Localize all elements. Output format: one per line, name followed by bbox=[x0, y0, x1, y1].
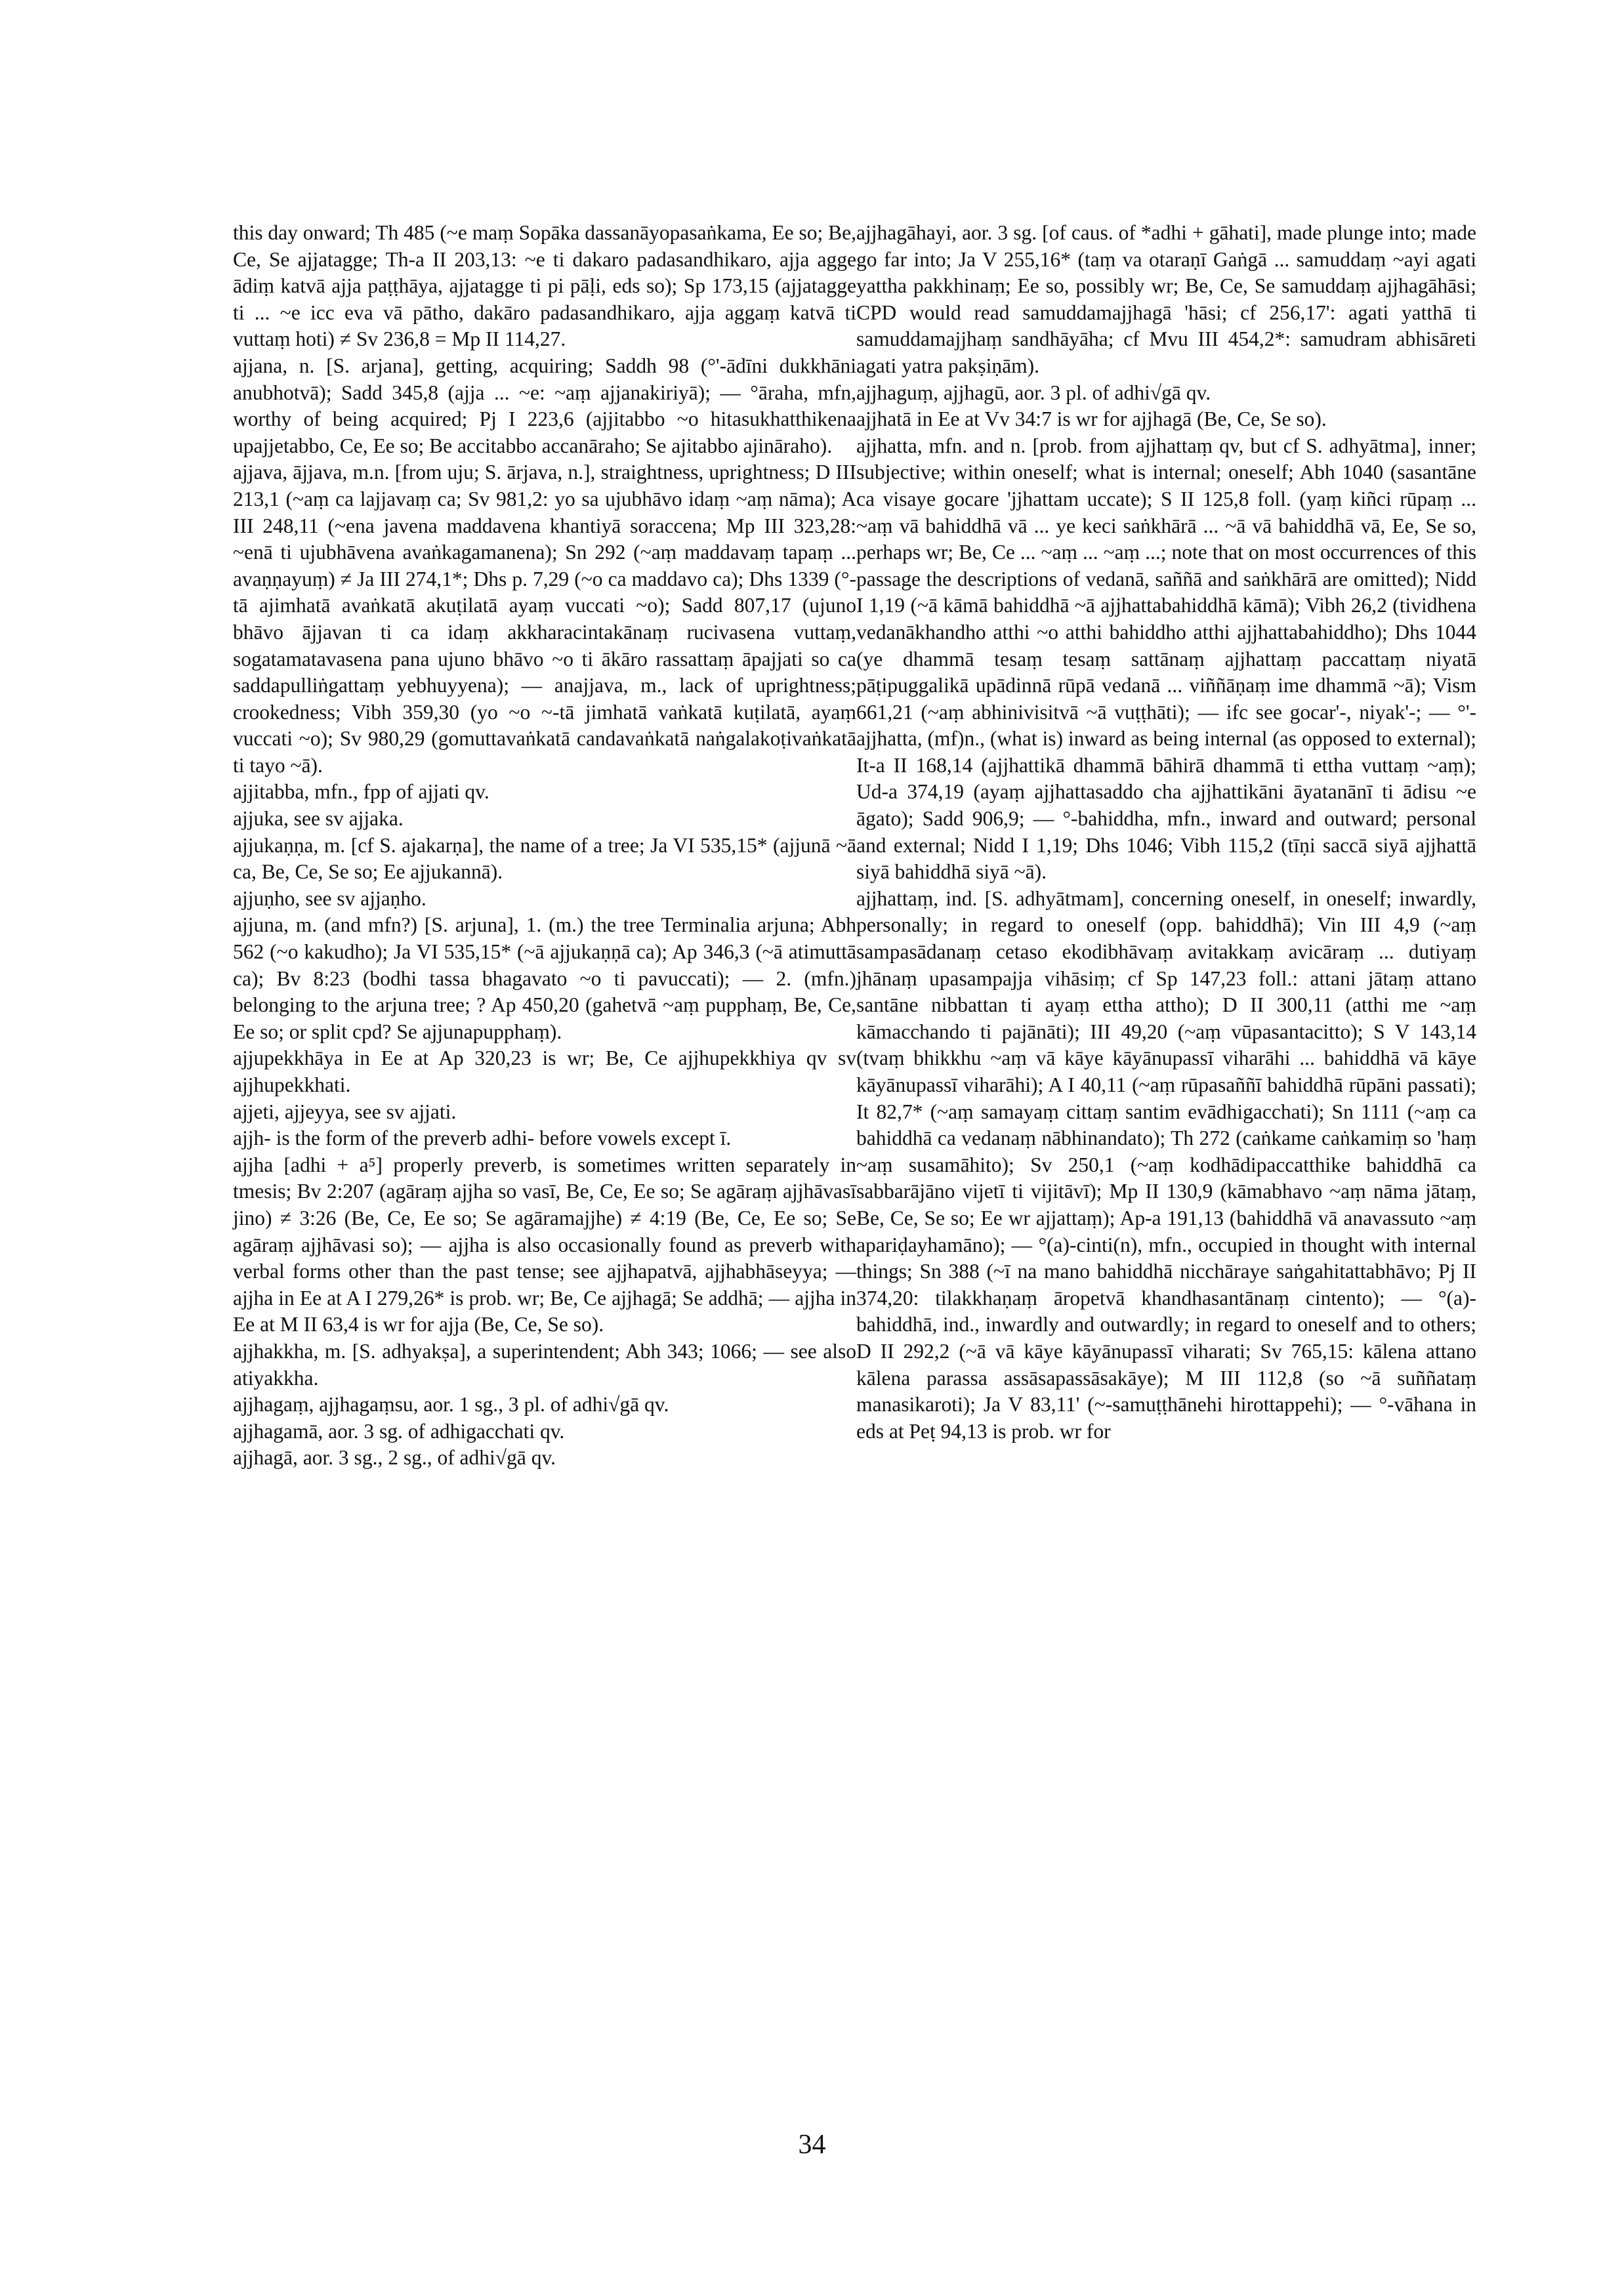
entry-ajjava: ajjava, ājjava, m.n. [from uju; S. ārjava, n.], straightness, uprightness; D III 213,1 (~aṃ ca lajjavaṃ ca; Sv 981,2: yo sa ujubhāvo idaṃ ~aṃ nāma); A III 248,11 (~ena javena maddavena khantiyā soraccena; Mp III 323,28: ~enā ti ujubhāvena avaṅkagamanena); Sn 292 (~aṃ maddavaṃ tapaṃ ... avaṇṇayuṃ) ≠ Ja III 274,1*; Dhs p. 7,29 (~o ca maddavo ca); Dhs 1339 (°-tā ajimhatā avaṅkatā akuṭilatā ayaṃ vuccati ~o); Sadd 807,17 (ujuno bhāvo ājjavan ti ca idaṃ akkharacintakānaṃ rucivasena vuttaṃ, sogatamatavasena pana ujuno bhāvo ~o ti ākāro rassattaṃ āpajjati so ca saddapulliṅgattaṃ yebhuyyena); — anajjava, m., lack of uprightness; crookedness; Vibh 359,30 (yo ~o ~-tā jimhatā vaṅkatā kuṭilatā, ayaṃ vuccati ~o); Sv 980,29 (gomuttavaṅkatā candavaṅkatā naṅgalakoṭivaṅkatā ti tayo ~ā). bbox=[233, 461, 856, 777]
right-column bbox=[856, 220, 1476, 1445]
entry-ajjha: ajjha [adhi + a⁵] properly preverb, is sometimes written separately in tmesis; Bv 2:207 (agāraṃ ajjha so vasī, Be, Ce, Ee so; Se agāraṃ ajjhāvasī jino) ≠ 3:26 (Be, Ce, Ee so; Se agāramajjhe) ≠ 4:19 (Be, Ce, Ee so; Se agāraṃ ajjhāvasi so); — ajjha is also occasionally found as preverb with verbal forms other than the past tense; see ajjhapatvā, ajjhabhāseyya; — ajjha in Ee at A I 279,26* is prob. wr; Be, Ce ajjhagā; Se addhā; — ajjha in Ee at M II 63,4 is wr for ajja (Be, Ce, Se so). bbox=[233, 1153, 856, 1336]
entry-ajjukanna: ajjukaṇṇa, m. [cf S. ajakarṇa], the name of a tree; Ja VI 535,15* (ajjunā ~ā ca, Be, Ce, Se so; Ee ajjukannā). bbox=[233, 833, 856, 884]
entry-ajjhagama: ajjhagamā, aor. 3 sg. of adhigacchati qv. bbox=[233, 1419, 565, 1443]
entry-ajjana: ajjana, n. [S. arjana], getting, acquiring; Saddh 98 (°'-ādīni dukkhāni anubhotvā); Sadd 345,8 (ajja ... ~e: ~aṃ ajjanakiriyā); — °āraha, mfn, worthy of being acquired; Pj I 223,6 (ajjitabbo ~o hitasukhatthikena upajjetabbo, Ce, Ee so; Be accitabbo accanāraho; Se ajitabbo ajināraho). bbox=[233, 354, 856, 457]
left-column bbox=[233, 220, 856, 1472]
entry-ajjhata: ajjhatā in Ee at Vv 34:7 is wr for ajjhagā (Be, Ce, Se so). bbox=[856, 407, 1327, 431]
entry-ajjuka: ajjuka, see sv ajjaka. bbox=[233, 807, 404, 831]
entry-ajjhattam: ajjhattaṃ, ind. [S. adhyātmam], concerning oneself, in oneself; inwardly, personally; in regard to oneself (opp. bahiddhā); Vin III 4,9 (~aṃ sampasādanaṃ cetaso ekodibhāvaṃ avitakkaṃ avicāraṃ ... dutiyaṃ jhānaṃ upasampajja vihāsiṃ; cf Sp 147,23 foll.: attani jātaṃ attano santāne nibbattan ti ayaṃ ettha attho); D II 300,11 (atthi me ~aṃ kāmacchando ti pajānāti); III 49,20 (~aṃ vūpasantacitto); S V 143,14 (tvaṃ bhikkhu ~aṃ vā kāye kāyānupassī viharāhi ... bahiddhā vā kāye kāyānupassī viharāhi); A I 40,11 (~aṃ rūpasaññī bahiddhā rūpāni passati); It 82,7* (~aṃ samayaṃ cittaṃ santim evādhigacchati); Sn 1111 (~aṃ ca bahiddhā ca vedanaṃ nābhinandato); Th 272 (caṅkame caṅkamiṃ so 'haṃ ~aṃ susamāhito); Sv 250,1 (~aṃ kodhādipaccatthike bahiddhā ca sabbarājāno vijetī ti vijitāvī); Mp II 130,9 (kāmabhavo ~aṃ nāma jātaṃ, Be, Ce, Se so; Ee wr ajjattaṃ); Ap-a 191,13 (bahiddhā vā anavassuto ~aṃ apariḍayhamāno); — °(a)-cinti(n), mfn., occupied in thought with internal things; Sn 388 (~ī na mano bahiddhā nicchāraye saṅgahitattabhāvo; Pj II 374,20: tilakkhaṇaṃ āropetvā khandhasantānaṃ cintento); — °(a)-bahiddhā, ind., inwardly and outwardly; in regard to oneself and to others; D II 292,2 (~ā vā kāye kāyānupassī viharati; Sv 765,15: kālena attano kālena parassa assāsapassāsakāye); M III 112,8 (so ~ā suññataṃ manasikaroti); Ja V 83,11' (~-samuṭṭhānehi hirottappehi); — °-vāhana in eds at Peṭ 94,13 is prob. wr for bbox=[856, 886, 1476, 1443]
entry-ajjunho: ajjuṇho, see sv ajjaṇho. bbox=[233, 886, 427, 910]
entry-ajjhagahayi: ajjhagāhayi, aor. 3 sg. [of caus. of *adhi + gāhati], made plunge into; made go far into; Ja V 255,16* (taṃ va otaraṇī Gaṅgā ... samuddaṃ ~ayi agati yattha pakkhinaṃ; Ee so, possibly wr; Be, Ce, Se samuddaṃ ajjhagāhāsi; CPD would read samuddamajjhagā 'hāsi; cf 256,17': agati yatthā ti samuddamajjhaṃ sandhāyāha; cf Mvu III 454,2*: samudram abhisāreti agati yatra pakṣiṇām). bbox=[856, 221, 1476, 377]
entry-ajjh-preverb: ajjh- is the form of the preverb adhi- before vowels except ī. bbox=[233, 1127, 732, 1150]
entry-ajjhagam: ajjhagaṃ, ajjhagaṃsu, aor. 1 sg., 3 pl. of adhi√gā qv. bbox=[233, 1393, 669, 1416]
entry-ajjuna: ajjuna, m. (and mfn?) [S. arjuna], 1. (m.) the tree Terminalia arjuna; Abh 562 (~o kakudho); Ja VI 535,15* (~ā ajjukaṇṇā ca); Ap 346,3 (~ā atimuttā ca); Bv 8:23 (bodhi tassa bhagavato ~o ti pavuccati); — 2. (mfn.) belonging to the arjuna tree; ? Ap 450,20 (gahetvā ~aṃ pupphaṃ, Be, Ce, Ee so; or split cpd? Se ajjunapupphaṃ). bbox=[233, 913, 856, 1043]
entry-ajjhagum: ajjhaguṃ, ajjhagū, aor. 3 pl. of adhi√gā qv. bbox=[856, 381, 1211, 404]
entry-ajjitabba: ajjitabba, mfn., fpp of ajjati qv. bbox=[233, 780, 489, 804]
entry-ajjhakkha: ajjhakkha, m. [S. adhyakṣa], a superintendent; Abh 343; 1066; — see also atiyakkha. bbox=[233, 1339, 856, 1390]
entry-ajjhatta: ajjhatta, mfn. and n. [prob. from ajjhattaṃ qv, but cf S. adhyātma], inner; subjective; within oneself; what is internal; oneself; Abh 1040 (sasantāne ca visaye gocare 'jjhattam uccate); S II 125,8 foll. (yaṃ kiñci rūpaṃ ... ~aṃ vā bahiddhā vā ... ye keci saṅkhārā ... ~ā vā bahiddhā vā, Ee, Se so, perhaps wr; Be, Ce ... ~aṃ ... ~aṃ ...; note that on most occurrences of this passage the descriptions of vedanā, saññā and saṅkhārā are omitted); Nidd I 1,19 (~ā kāmā bahiddhā ~ā ajjhattabahiddhā kāmā); Vibh 26,2 (tividhena vedanākhandho atthi ~o atthi bahiddho atthi ajjhattabahiddho); Dhs 1044 (ye dhammā tesaṃ tesaṃ sattānaṃ ajjhattaṃ paccattaṃ niyatā pāṭipuggalikā upādinnā rūpā vedanā ... viññāṇaṃ ime dhammā ~ā); Vism 661,21 (~aṃ abhinivisitvā ~ā vuṭṭhāti); — ifc see gocar'-, niyak'-; — °'-ajjhatta, (mf)n., (what is) inward as being internal (as opposed to external); It-a II 168,14 (ajjhattikā dhammā bāhirā dhammā ti ettha vuttaṃ ~aṃ); Ud-a 374,19 (ayaṃ ajjhattasaddo cha ajjhattikāni āyatanānī ti ādisu ~e āgato); Sadd 906,9; — °-bahiddha, mfn., inward and outward; personal and external; Nidd I 1,19; Dhs 1046; Vibh 115,2 (tīṇi saccā siyā ajjhattā siyā bahiddhā siyā ~ā). bbox=[856, 434, 1476, 884]
entry-this-day-onward-continued: this day onward; Th 485 (~e maṃ Sopāka dassanāyopasaṅkama, Ee so; Be, Ce, Se ajjatagge; Th-a II 203,13: ~e ti dakaro padasandhikaro, ajja agge ādiṃ katvā ajja paṭṭhāya, ajjatagge ti pi pāḷi, eds so); Sp 173,15 (ajjatagge ti ... ~e icc eva vā pātho, dakāro padasandhikaro, ajja aggaṃ katvā ti vuttaṃ hoti) ≠ Sv 236,8 = Mp II 114,27. bbox=[233, 221, 856, 351]
entry-ajjeti: ajjeti, ajjeyya, see sv ajjati. bbox=[233, 1100, 457, 1123]
entry-ajjupekkhaya: ajjupekkhāya in Ee at Ap 320,23 is wr; Be, Ce ajjhupekkhiya qv sv ajjhupekkhati. bbox=[233, 1046, 856, 1096]
page-number: 34 bbox=[798, 2130, 826, 2160]
entry-ajjhaga: ajjhagā, aor. 3 sg., 2 sg., of adhi√gā qv. bbox=[233, 1446, 556, 1470]
